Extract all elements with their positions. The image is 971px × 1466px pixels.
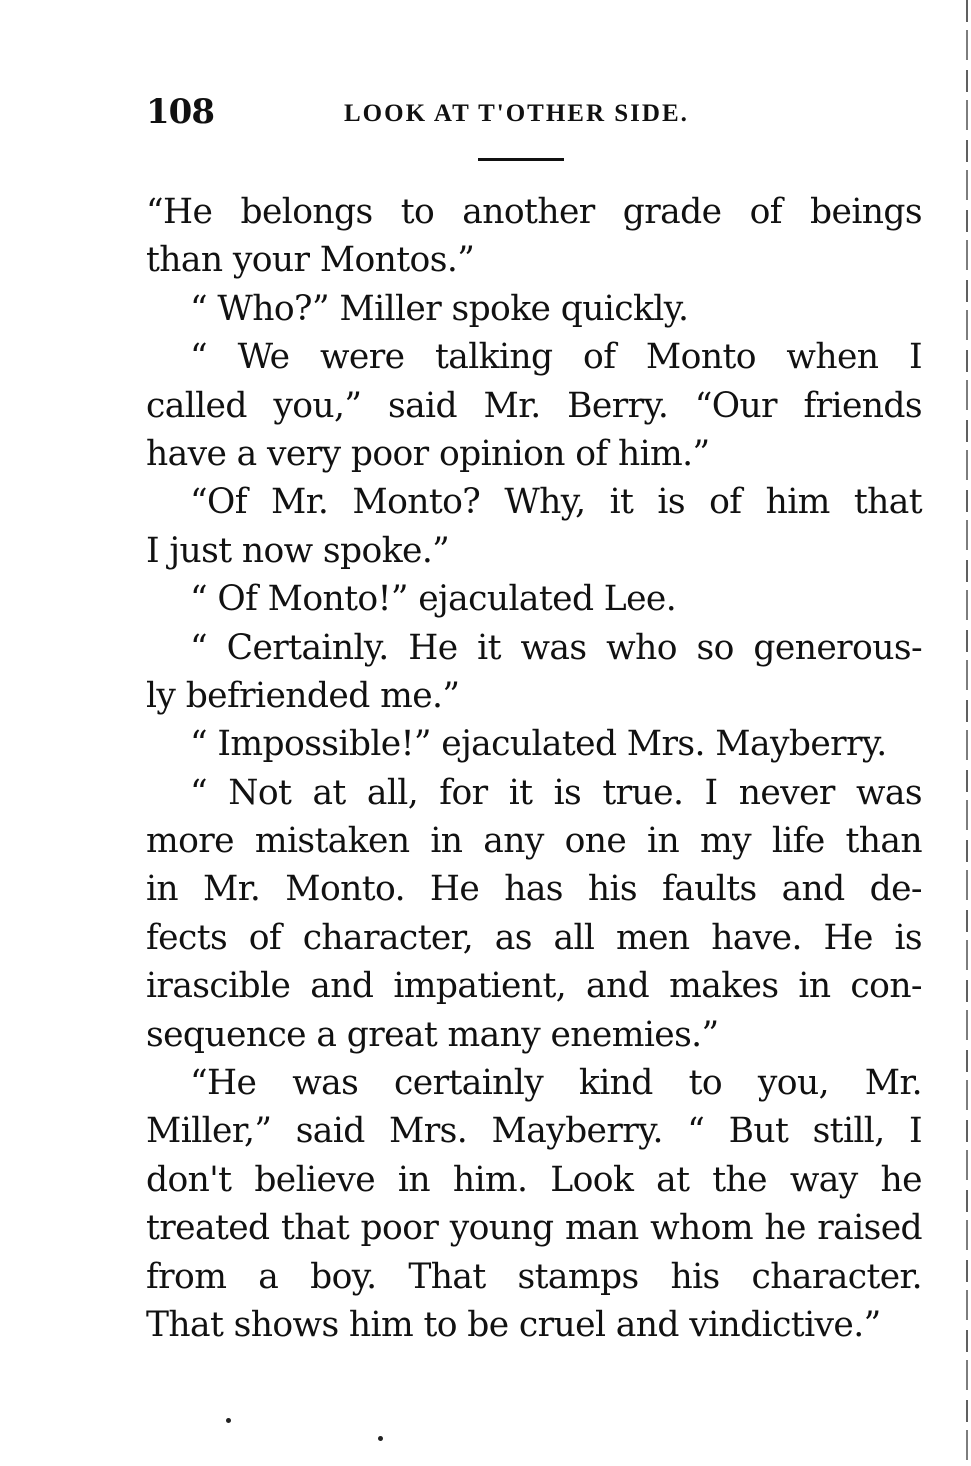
text-line: “Of Mr. Monto? Why, it is of him that [190,482,922,523]
scan-speck [226,1418,231,1423]
text-line: That shows him to be cruel and vindictive.” [146,1304,881,1345]
text-line: sequence a great many enemies.” [146,1014,719,1055]
text-line: don't believe in him. Look at the way he [146,1159,922,1200]
text-line: irascible and impatient, and makes in con- [146,966,922,1007]
page-edge-shadow [966,0,968,1466]
text-line: from a boy. That stamps his character. [146,1256,922,1297]
text-line: have a very poor opinion of him.” [146,433,710,474]
running-head: LOOK AT T'OTHER SIDE. [344,100,689,127]
text-line: Miller,” said Mrs. Mayberry. “ But still, I [146,1111,922,1152]
page-number: 108 [146,92,214,132]
text-line: “ We were talking of Monto when I [190,337,922,378]
text-line: “ Not at all, for it is true. I never was [190,772,922,813]
text-line: “ Certainly. He it was who so generous- [190,627,922,668]
text-line: “ Of Monto!” ejaculated Lee. [190,579,677,620]
text-line: treated that poor young man whom he raised [146,1208,922,1249]
text-line: in Mr. Monto. He has his faults and de- [146,869,922,910]
page-header [146,92,926,136]
header-rule [478,158,564,161]
text-line: ly befriended me.” [146,675,460,716]
text-line: “ Who?” Miller spoke quickly. [190,288,689,329]
body-text [146,188,922,1349]
text-line: “He belongs to another grade of beings [146,192,922,232]
text-line: I just now spoke.” [146,530,450,571]
text-line: more mistaken in any one in my life than [146,821,922,862]
text-line: “ Impossible!” ejaculated Mrs. Mayberry. [190,724,887,765]
text-line: “He was certainly kind to you, Mr. [190,1063,922,1104]
text-line: fects of character, as all men have. He is [146,917,922,958]
scan-speck [378,1436,383,1441]
text-line: than your Montos.” [146,240,475,281]
text-line: called you,” said Mr. Berry. “Our friends [146,385,922,426]
